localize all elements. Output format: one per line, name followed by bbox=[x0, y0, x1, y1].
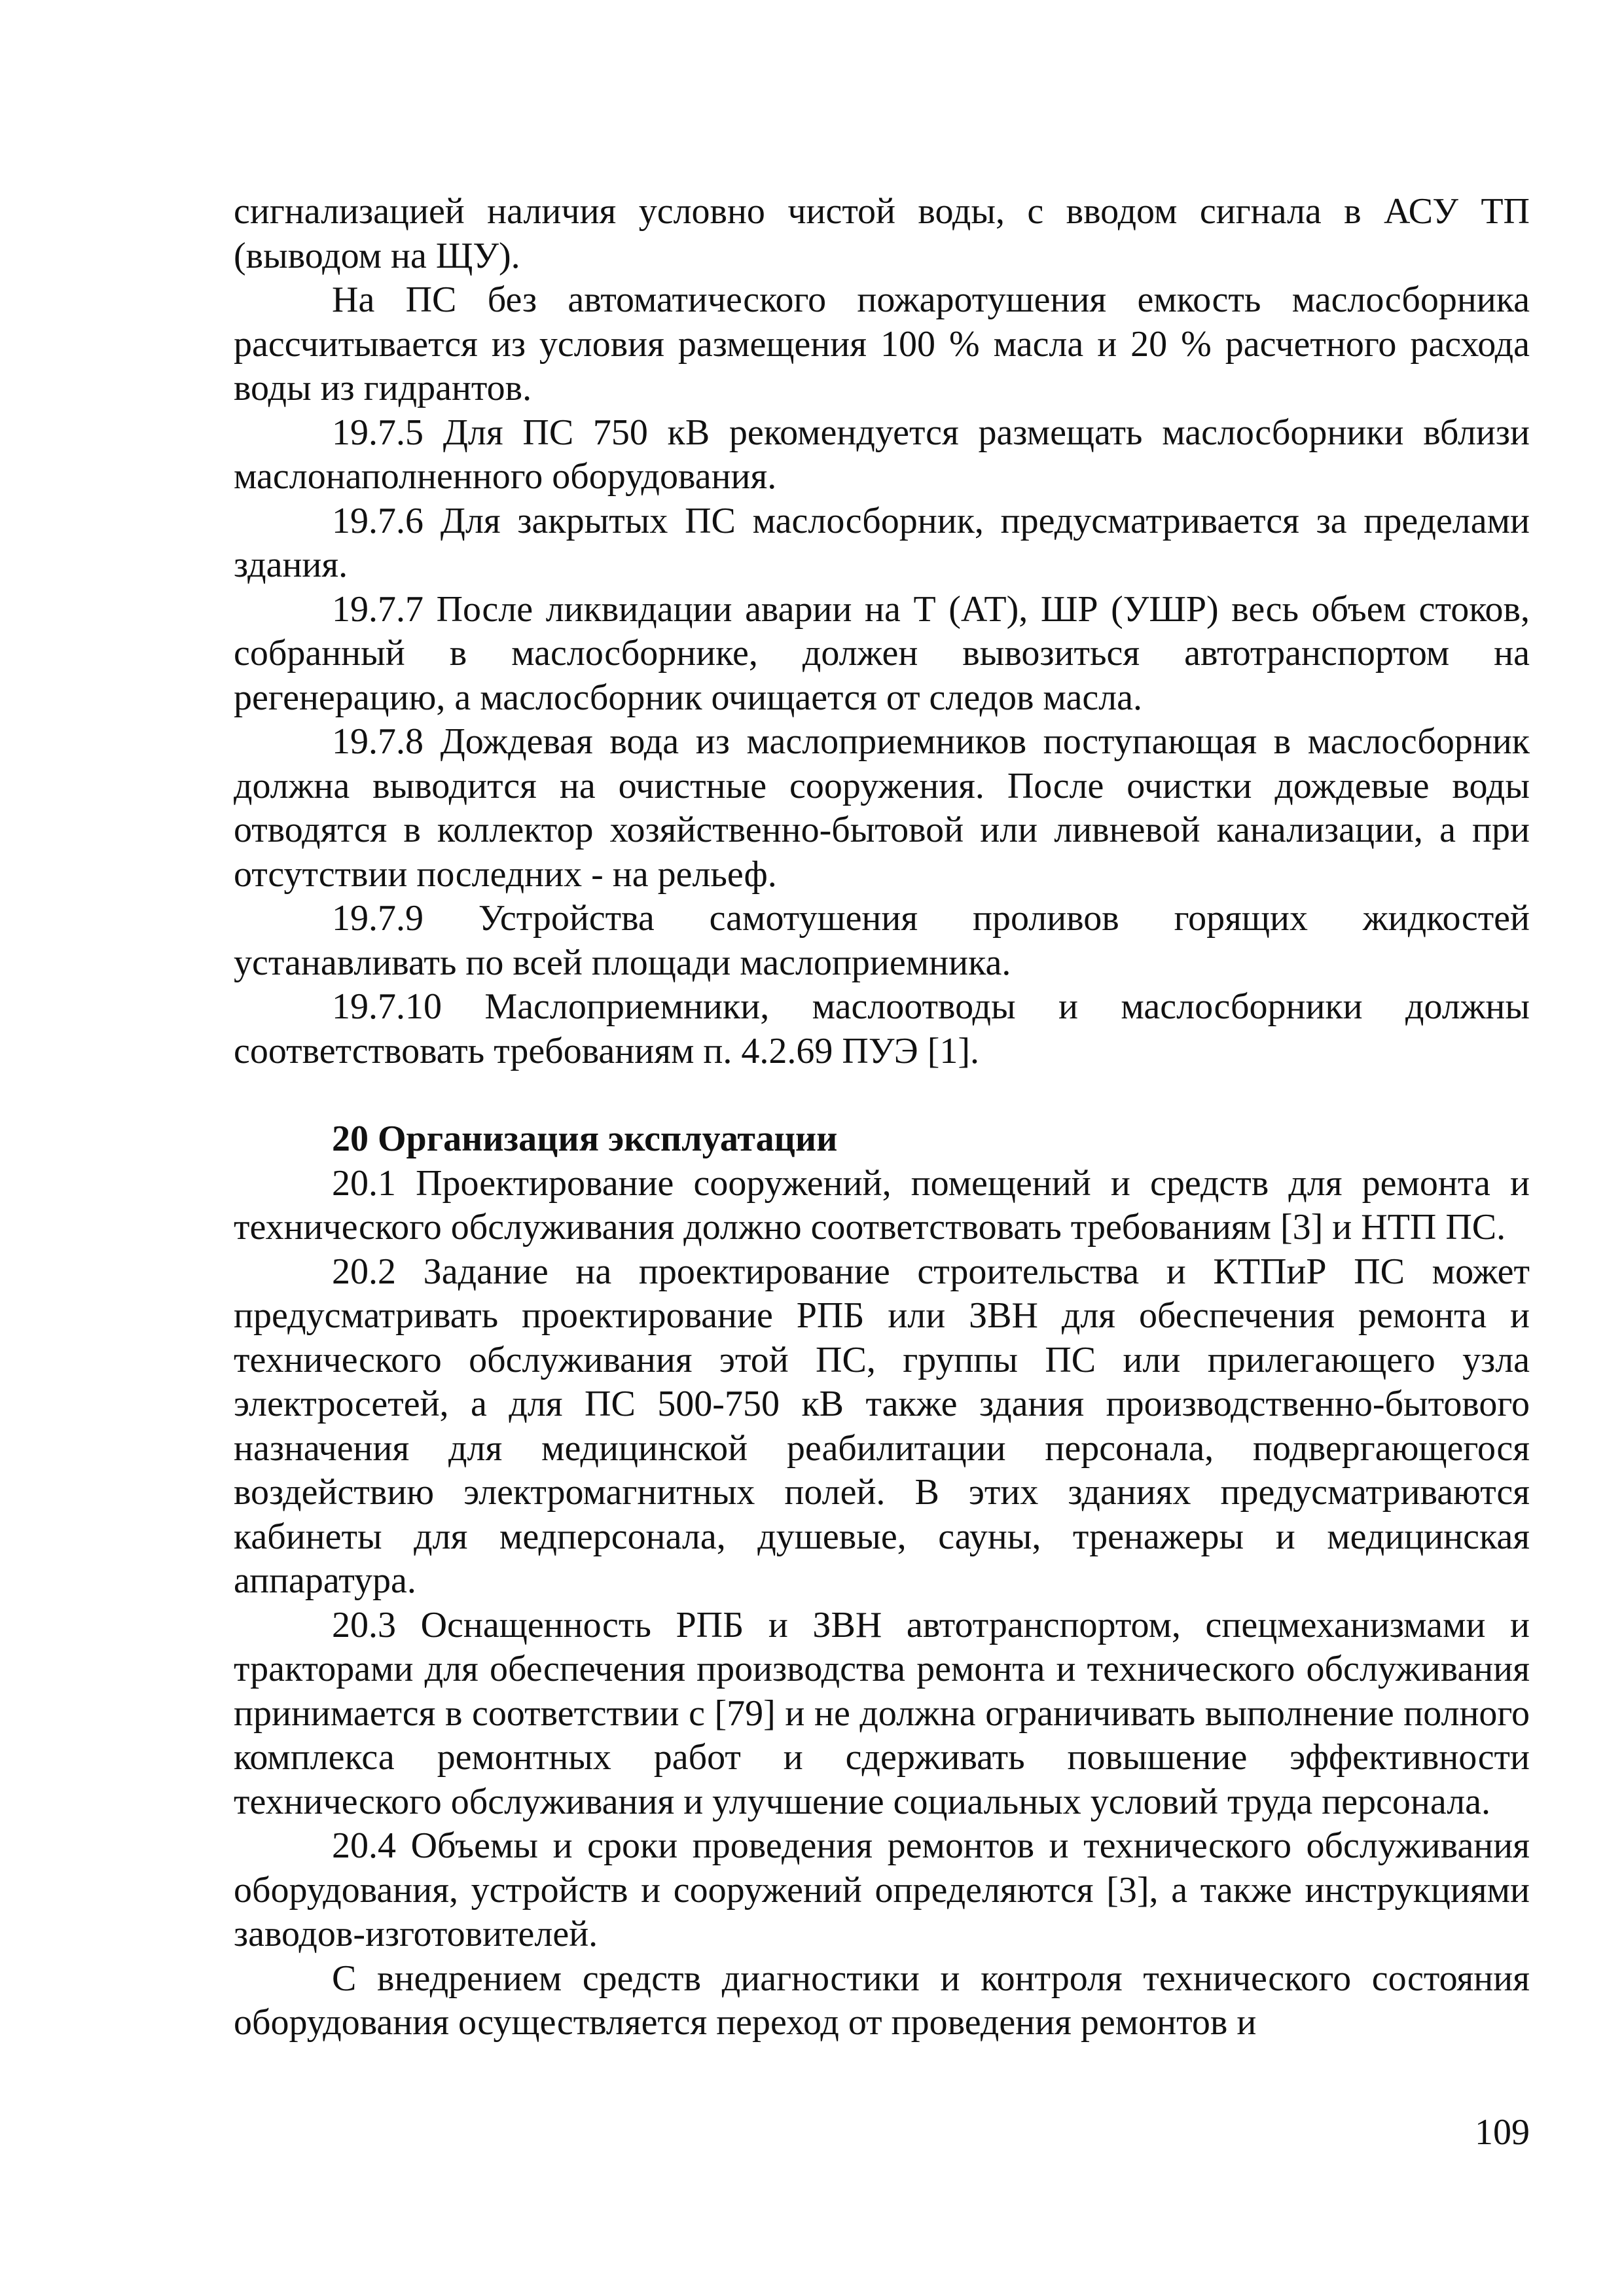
paragraph-continuation: сигнализацией наличия условно чистой воды, с вводом сигнала в АСУ ТП (выводом на ЩУ). bbox=[234, 191, 1530, 276]
paragraph-19-7-7: 19.7.7 После ликвидации аварии на Т (АТ), ШР (УШР) весь объем стоков, собранный в маслосборнике, должен вывозиться автотранспортом на регенерацию, а маслосборник очищается от следов масла. bbox=[234, 588, 1530, 718]
paragraph-20-3: 20.3 Оснащенность РПБ и ЗВН автотранспортом, спецмеханизмами и тракторами для обеспечения производства ремонта и технического обслуживания принимается в соответствии с [79] и не должна ограничивать выполнение полного комплекса ремонтных работ и сдерживать повышение эффективности технического обслуживания и улучшение социальных условий труда персонала. bbox=[234, 1604, 1530, 1822]
page-number: 109 bbox=[1475, 2112, 1530, 2153]
paragraph-19-7-10: 19.7.10 Маслоприемники, маслоотводы и маслосборники должны соответствовать требованиям п. 4.2.69 ПУЭ [1]. bbox=[234, 986, 1530, 1071]
paragraph-19-7-9: 19.7.9 Устройства самотушения проливов горящих жидкостей устанавливать по всей площади маслоприемника. bbox=[234, 898, 1530, 983]
paragraph-20-4: 20.4 Объемы и сроки проведения ремонтов и технического обслуживания оборудования, устройств и сооружений определяются [3], а также инструкциями заводов-изготовителей. bbox=[234, 1825, 1530, 1954]
paragraph-19-7-8: 19.7.8 Дождевая вода из маслоприемников поступающая в маслосборник должна выводится на очистные сооружения. После очистки дождевые воды отводятся в коллектор хозяйственно-бытовой или ливневой канализации, а при отсутствии последних - на рельеф. bbox=[234, 721, 1530, 895]
paragraph-19-7-5: 19.7.5 Для ПС 750 кВ рекомендуется размещать маслосборники вблизи маслонаполненного оборудования. bbox=[234, 412, 1530, 497]
paragraph-19-7-6: 19.7.6 Для закрытых ПС маслосборник, предусматривается за пределами здания. bbox=[234, 500, 1530, 585]
paragraph-diagnostics: С внедрением средств диагностики и контроля технического состояния оборудования осуществляется переход от проведения ремонтов и bbox=[234, 1958, 1530, 2043]
paragraph-oil-tank-capacity: На ПС без автоматического пожаротушения емкость маслосборника рассчитывается из условия размещения 100 % масла и 20 % расчетного расхода воды из гидрантов. bbox=[234, 279, 1530, 408]
paragraph-20-1: 20.1 Проектирование сооружений, помещений и средств для ремонта и технического обслуживания должно соответствовать требованиям [3] и НТП ПС. bbox=[234, 1162, 1530, 1247]
paragraph-20-2: 20.2 Задание на проектирование строительства и КТПиР ПС может предусматривать проектирование РПБ или ЗВН для обеспечения ремонта и технического обслуживания этой ПС, группы ПС или прилегающего узла электросетей, а для ПС 500-750 кВ также здания производственно-бытового назначения для медицинской реабилитации персонала, подвергающегося воздействию электромагнитных полей. В этих зданиях предусматриваются кабинеты для медперсонала, душевые, сауны, тренажеры и медицинская аппаратура. bbox=[234, 1251, 1530, 1601]
document-page bbox=[234, 190, 1530, 2045]
section-heading: 20 Организация эксплуатации bbox=[332, 1119, 838, 1159]
